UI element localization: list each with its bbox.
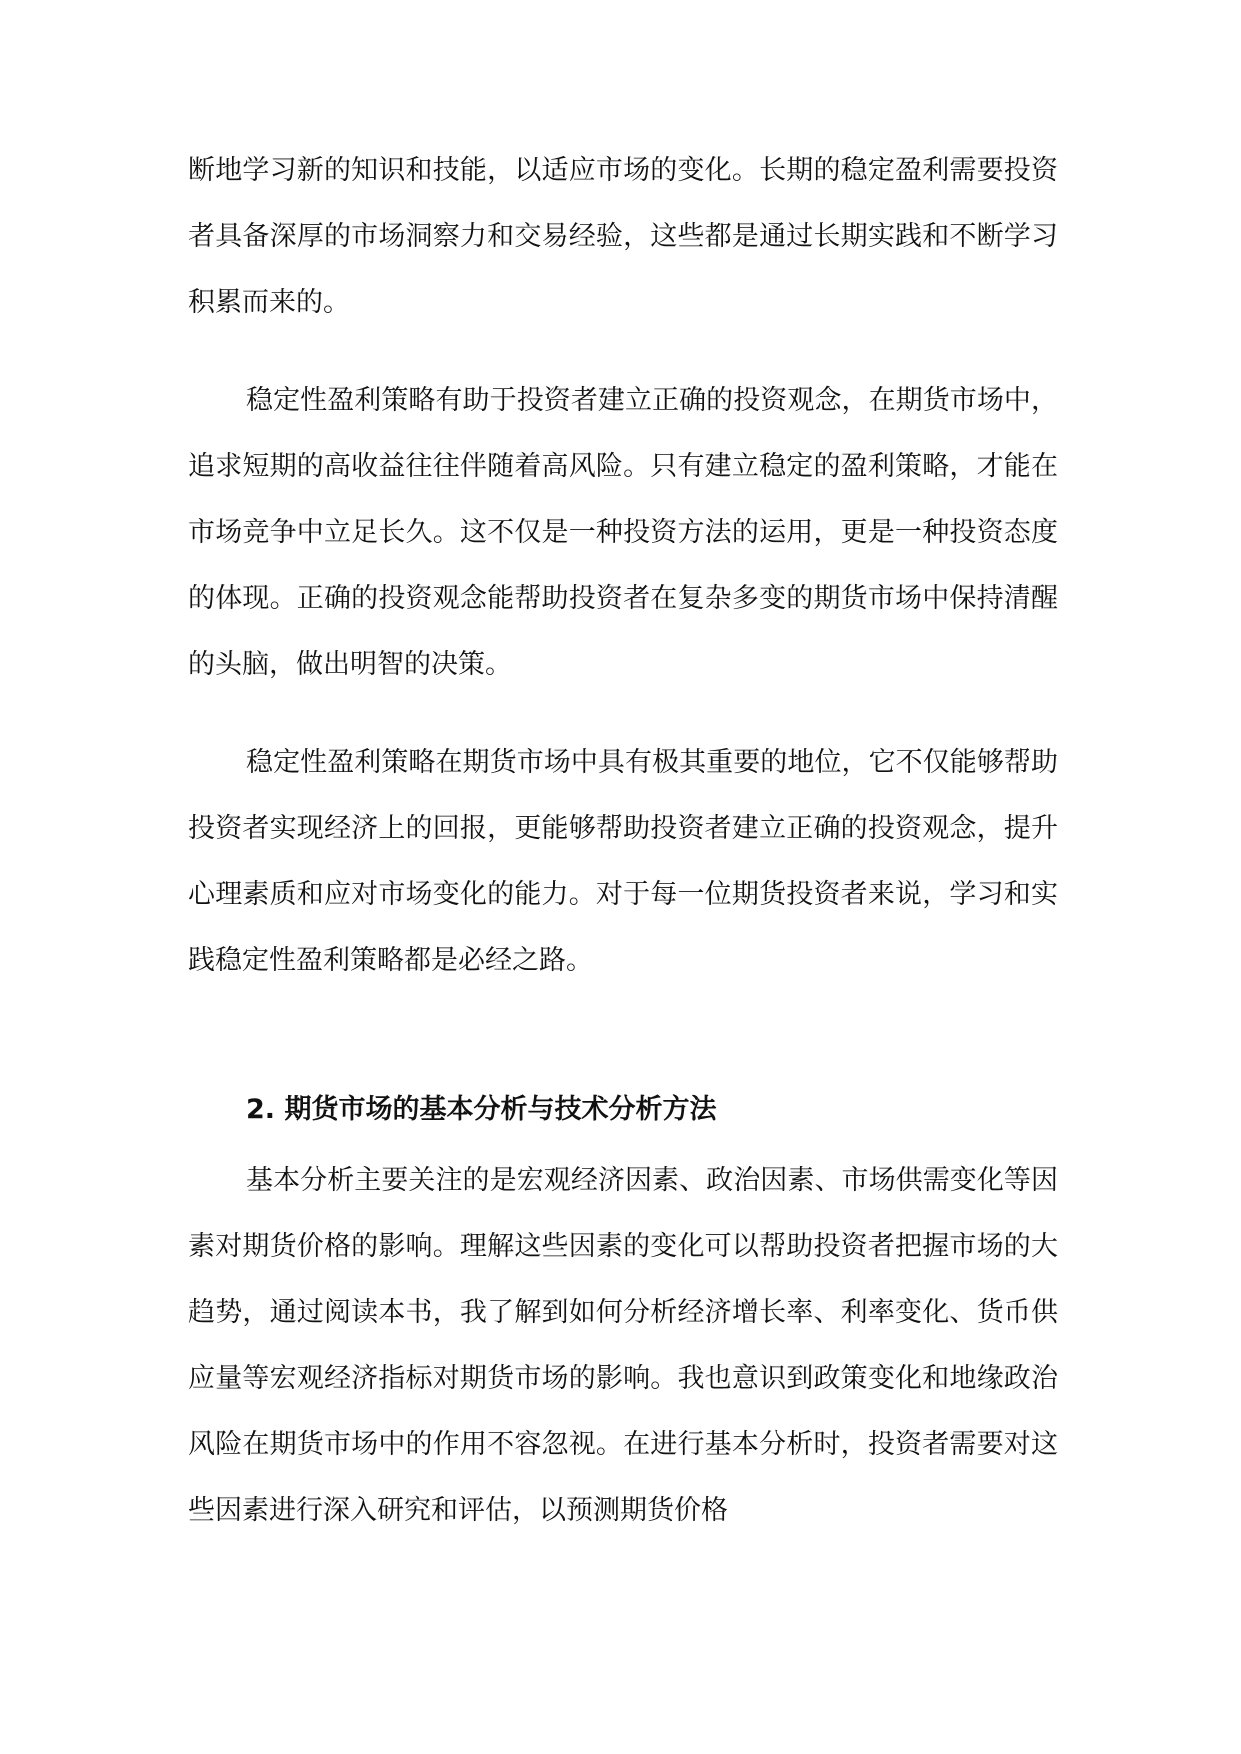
paragraph-fundamental-analysis: 基本分析主要关注的是宏观经济因素、政治因素、市场供需变化等因素对期货价格的影响。理解这些因素的变化可以帮助投资者把握市场的大趋势，通过阅读本书，我了解到如何分析经济增长率、利率变化、货币供应量等宏观经济指标对期货市场的影响。我也意识到政策变化和地缘政治风险在期货市场中的作用不容忽视。在进行基本分析时，投资者需要对这些因素进行深入研究和评估，以预测期货价格 [188,1165,1058,1526]
section-heading: 2. 期货市场的基本分析与技术分析方法 [246,1094,717,1125]
paragraph-strategy-importance: 稳定性盈利策略在期货市场中具有极其重要的地位，它不仅能够帮助投资者实现经济上的回报，更能够帮助投资者建立正确的投资观念，提升心理素质和应对市场变化的能力。对于每一位期货投资者来说，学习和实践稳定性盈利策略都是必经之路。 [188,747,1058,976]
paragraph-continuation: 断地学习新的知识和技能，以适应市场的变化。长期的稳定盈利需要投资者具备深厚的市场洞察力和交易经验，这些都是通过长期实践和不断学习积累而来的。 [188,155,1058,318]
paragraph-investment-concept: 稳定性盈利策略有助于投资者建立正确的投资观念，在期货市场中，追求短期的高收益往往伴随着高风险。只有建立稳定的盈利策略，才能在市场竞争中立足长久。这不仅是一种投资方法的运用，更是一种投资态度的体现。正确的投资观念能帮助投资者在复杂多变的期货市场中保持清醒的头脑，做出明智的决策。 [188,385,1058,680]
